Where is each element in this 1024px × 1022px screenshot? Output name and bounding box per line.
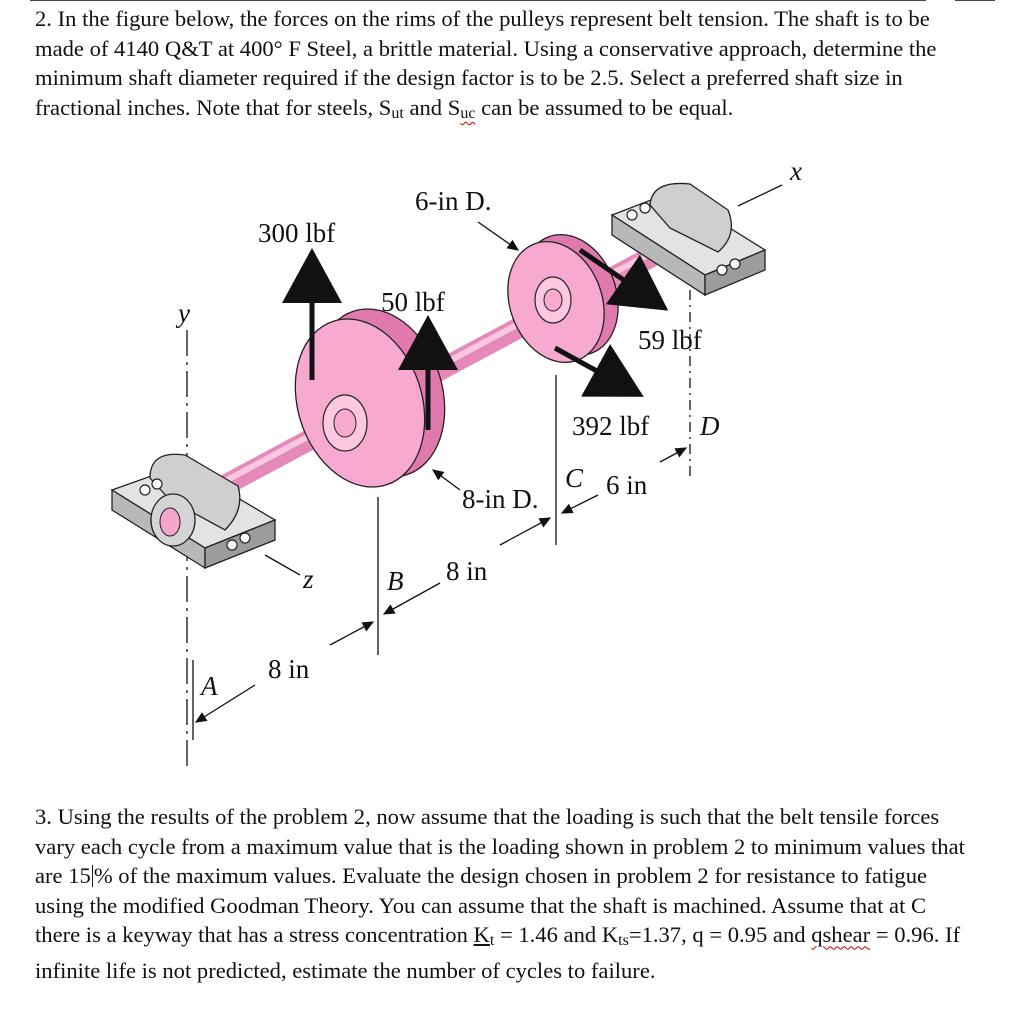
force-50-label: 50 lbf <box>381 287 445 317</box>
suc-subscript: uc <box>460 104 476 122</box>
force-59-label: 59 lbf <box>638 325 702 355</box>
point-c-label: C <box>565 463 584 493</box>
problem-3-part-d: =1.37, q = 0.95 and <box>628 922 812 948</box>
dim-bc-label: 8 in <box>446 556 488 586</box>
leader-8in <box>433 470 460 490</box>
text-cursor <box>92 865 93 887</box>
bearing-right <box>612 183 765 295</box>
axis-y-label: y <box>178 298 190 328</box>
force-392-label: 392 lbf <box>572 411 650 441</box>
problem-3-part-b: % of the maximum values. Evaluate the design chosen in problem 2 for resistance to fatigue using the modified Goodman Theory. You can assume that the shaft is machined. Assume that at C there is a keyway that has a stress concentration <box>35 863 928 948</box>
x-axis-line <box>738 185 782 206</box>
problem-3-part-c: = 1.46 and K <box>494 922 619 948</box>
sut-subscript: ut <box>391 104 404 122</box>
leader-6in <box>478 222 518 250</box>
problem-3-part-a: 3. Using the results of the problem 2, now assume that the loading is such that the belt tensile forces vary each cycle from a maximum value that is the loading shown in problem 2 to minimum values that are 15 <box>35 804 965 889</box>
qshear-symbol: qshear <box>811 922 871 948</box>
problem-2-part-c: can be assumed to be equal. <box>475 94 734 120</box>
dim-cd-arrow-2 <box>660 448 686 462</box>
axis-x-label: x <box>790 156 802 186</box>
dim-ab-arrow-2 <box>330 622 373 645</box>
axis-z-label: z <box>303 564 314 594</box>
force-300-label: 300 lbf <box>258 218 336 248</box>
kts-subscript: ts <box>618 932 629 950</box>
kt-letter: K <box>473 922 490 948</box>
dim-ab-label: 8 in <box>268 654 310 684</box>
kt-symbol <box>473 922 495 950</box>
point-b-label: B <box>387 566 404 596</box>
pulley-8in-label: 8-in D. <box>462 484 539 514</box>
problem-2-text <box>35 4 965 128</box>
force-392-arrow <box>555 348 635 392</box>
pulley-6in-label: 6-in D. <box>415 186 492 216</box>
top-rule <box>30 0 926 1</box>
z-axis-line <box>265 555 300 575</box>
problem-3-text <box>35 802 965 986</box>
dim-cd-label: 6 in <box>606 470 648 500</box>
problem-2-part-b: and S <box>403 94 461 120</box>
dim-bc-arrow-2 <box>500 518 550 545</box>
problem-2-part-a: 2. In the figure below, the forces on the rims of the pulleys represent belt tension. The shaft is to be made of 4140 Q&T at 400° F Steel, a brittle material. Using a conservative approach, determine the minimum shaft diameter required if the design factor is to be 2.5. Select a preferred shaft size in fractional inches. Note that for steels, S <box>35 6 937 120</box>
pulley-shaft-figure <box>0 150 1024 790</box>
top-rule-right <box>955 0 995 1</box>
problem-3-part-e: = 0.96. If infinite life is not predicted, estimate the number of cycles to failure. <box>35 922 961 983</box>
dim-cd-arrow-1 <box>562 495 598 513</box>
point-a-label: A <box>201 671 218 701</box>
kt-subscript: t <box>489 932 495 950</box>
point-d-label: D <box>700 411 720 441</box>
